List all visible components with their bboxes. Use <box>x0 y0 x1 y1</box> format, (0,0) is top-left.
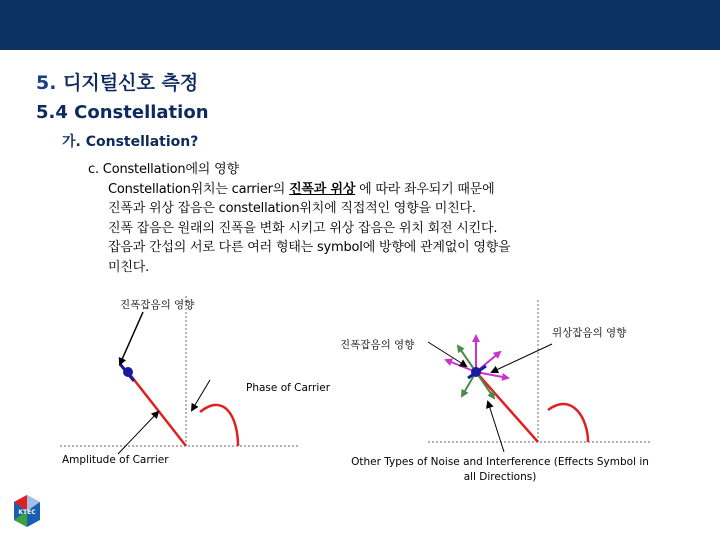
body-line-4: 진폭 잡음은 원래의 진폭을 변화 시키고 위상 잡음은 위치 회전 시킨다. <box>108 220 498 236</box>
label-other-noise-line-1: Other Types of Noise and Interference (Effects Symbol in <box>351 456 649 468</box>
label-phase-of-carrier: Phase of Carrier <box>246 382 331 394</box>
right-amp-noise-pointer <box>428 342 466 366</box>
label-amp-noise-top: 진폭잡음의 영향 <box>120 299 195 311</box>
label-amp-noise-mid: 진폭잡음의 영향 <box>340 339 415 351</box>
right-phase-noise-pointer <box>492 344 552 372</box>
right-amplitude-vector <box>476 372 538 442</box>
label-amplitude-of-carrier: Amplitude of Carrier <box>62 454 169 466</box>
page-title-number: 5. <box>36 72 57 94</box>
label-other-noise <box>345 455 655 485</box>
page-title-text: 디지털신호 측정 <box>63 72 199 94</box>
label-phase-noise: 위상잡음의 영향 <box>552 327 627 339</box>
ktec-logo <box>12 494 42 528</box>
body-line-5: 잡음과 간섭의 서로 다른 여러 형태는 symbol에 방향에 관계없이 영향을 <box>108 240 511 255</box>
body-line-6: 미친다. <box>108 259 150 275</box>
body-line-1: c. Constellation에의 영향 <box>88 162 239 177</box>
page-subtitle: 5.4 Constellation <box>36 102 209 123</box>
left-amp-noise-pointer <box>120 312 143 364</box>
left-phase-pointer <box>192 380 210 410</box>
body-line-3: 진폭과 위상 잡음은 constellation위치에 직접적인 영향을 미친다. <box>108 201 476 216</box>
label-other-noise-line-2: all Directions) <box>463 471 537 483</box>
right-other-noise-pointer <box>488 402 504 452</box>
section-heading: 가. Constellation? <box>62 134 199 150</box>
left-phase-arc <box>200 405 238 446</box>
body-line-2-pre: Constellation위치는 carrier의 <box>108 181 290 197</box>
body-line-2-post: 에 따라 좌우되기 때문에 <box>355 181 495 197</box>
body-line-2-emph: 진폭과 위상 <box>289 181 356 197</box>
left-symbol-dot <box>123 367 133 377</box>
logo-text: KTEC <box>18 509 36 516</box>
left-amplitude-pointer <box>118 412 158 454</box>
right-phase-arc <box>548 404 588 442</box>
